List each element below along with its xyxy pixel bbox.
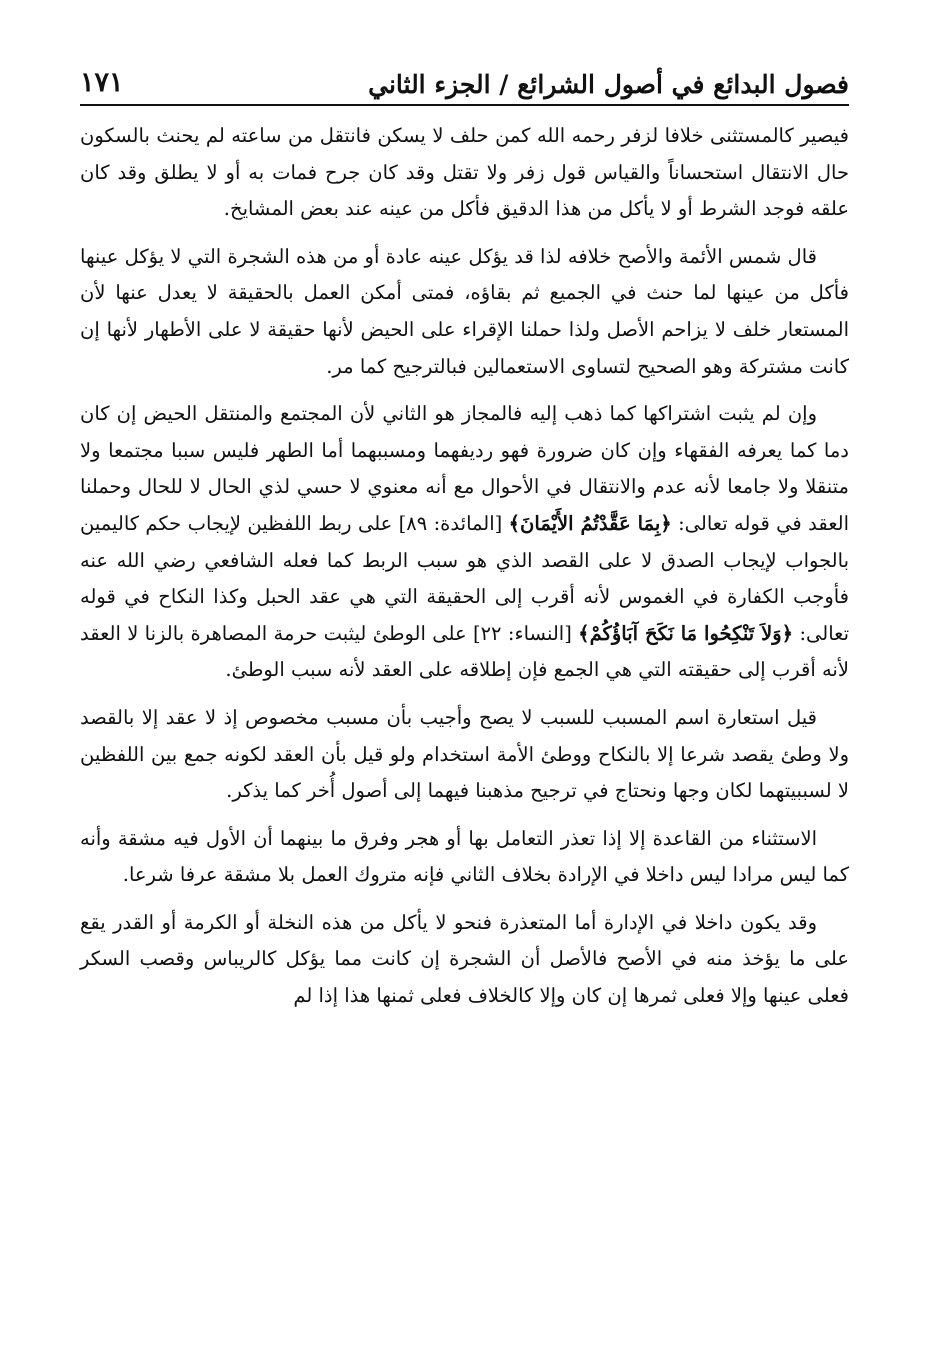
page-body [80,106,849,1015]
paragraph-text: الاستثناء من القاعدة إلا إذا تعذر التعامل بها أو هجر وفرق ما بينهما أن الأول فيه مشقة وأنه كما ليس مرادا ليس داخلا في الإرادة بخلاف الثاني فإنه متروك العمل بلا مشقة عرفا شرعا. [80,826,849,887]
paragraph-2 [80,239,849,385]
paragraph-3 [80,396,849,689]
running-title: فصول البدائع في أصول الشرائع / الجزء الثاني [368,69,849,99]
paragraph-text: فيصير كالمستثنى خلافا لزفر رحمه الله كمن حلف لا يسكن فانتقل من ساعته لم يحنث بالسكون حال الانتقال استحساناً والقياس قول زفر ولا تقتل وقد كان جرح فمات به أو لا يطلق وقد كان علقه فوجد الشرط أو لا يأكل من هذا الدقيق فأكل من عينه عند بعض المشايخ. [80,124,849,221]
paragraph-text: وإن لم يثبت اشتراكها كما ذهب إليه فالمجاز هو الثاني لأن المجتمع والمنتقل الحيض إن كان دما كما يعرفه الفقهاء وإن كان ضرورة فهو رديفهما ومسببهما أما الطهر فليس سببا مجتمعا ولا متنقلا ولا جامعا لأنه عدم والانتقال في الأحوال مع أنه معنوي لا حسي لذي الحال لا للحال وحملنا العقد في قوله تعالى: [80,402,849,535]
paragraph-1 [80,118,849,228]
quran-verse-maidah: ﴿بِمَا عَقَّدْتُمُ الأَيْمَانَ﴾ [508,511,672,535]
paragraph-4 [80,700,849,810]
paragraph-text: [المائدة: ٨٩] على ربط اللفظين لإيجاب حكم كاليمين بالجواب لإيجاب الصدق لا على القصد الذي هو سبب الربط كما فعله الشافعي رضي الله عنه فأوجب الكفارة في الغموس لأنه أقرب إلى الحقيقة التي هي عقد الحبل وكذا النكاح في قوله تعالى: [80,511,849,645]
paragraph-text: [النساء: ٢٢] على الوطئ ليثبت حرمة المصاهرة بالزنا لا العقد لأنه أقرب إلى حقيقته التي هي الجمع فإن إطلاقه على العقد لأنه سبب الوطئ. [80,621,849,682]
paragraph-text: قال شمس الأئمة والأصح خلافه لذا قد يؤكل عينه عادة أو من هذه الشجرة التي لا يؤكل عينها فأكل من عينها لما حنث في الجميع ثم بقاؤه، فمتى أمكن العمل بالحقيقة لا يعدل عنها لأن المستعار خلف لا يزاحم الأصل ولذا حملنا الإقراء على الحيض لأنها حقيقة لا على الأطهار لأنها إن كانت مشتركة وهو الصحيح لتساوى الاستعمالين فبالترجيح كما مر. [80,244,849,378]
page-number: ١٧١ [80,67,124,99]
paragraph-5 [80,821,849,894]
quran-verse-nisa: ﴿وَلاَ تَنْكِحُوا مَا نَكَحَ آبَاؤُكُمْ﴾ [578,621,794,645]
paragraph-text: وقد يكون داخلا في الإدارة أما المتعذرة فنحو لا يأكل من هذه النخلة أو الكرمة أو القدر يقع على ما يؤخذ منه في الأصح فالأصل أن الشجرة إن كانت مما يؤكل كالريباس وقصب السكر فعلى عينها وإلا فعلى ثمرها إن كان وإلا كالخلاف فعلى ثمنها هذا إذا لم [80,910,849,1008]
page-header [80,58,849,106]
paragraph-6 [80,905,849,1015]
paragraph-text: قيل استعارة اسم المسبب للسبب لا يصح وأجيب بأن مسبب مخصوص إذ لا عقد إلا بالقصد ولا وطئ يقصد شرعا إلا بالنكاح ووطئ الأمة استخدام ولو قيل بأن العقد لكونه جمع بين اللفظين لا لسببيتهما لكان وجها ونحتاج في ترجيح مذهبنا فيهما إلى أصول أُخر كما يذكر. [80,705,849,803]
